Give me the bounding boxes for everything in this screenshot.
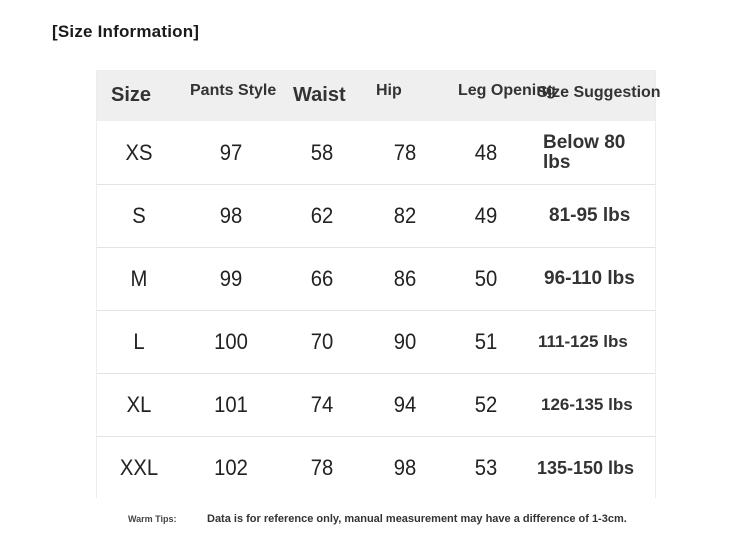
cell-pants-style: 102 xyxy=(214,455,248,480)
header-leg-opening: Leg Opening xyxy=(458,82,556,99)
cell-size: S xyxy=(132,203,146,228)
cell-size-suggestion: 135-150 lbs xyxy=(537,458,635,478)
header-size: Size xyxy=(111,84,152,106)
cell-size-suggestion: 81-95 lbs xyxy=(549,205,631,226)
cell-leg-opening: 50 xyxy=(474,266,498,291)
cell-pants-style: 101 xyxy=(214,392,248,417)
table-header xyxy=(97,70,661,121)
header-pants-style: Pants Style xyxy=(190,82,277,99)
header-waist: Waist xyxy=(293,84,346,106)
cell-pants-style: 99 xyxy=(219,266,243,291)
cell-hip: 94 xyxy=(393,392,417,417)
cell-waist: 74 xyxy=(310,392,334,417)
table-row xyxy=(97,248,655,311)
cell-waist: 78 xyxy=(310,455,334,480)
warm-tips-label: Warm Tips: xyxy=(128,514,177,524)
cell-hip: 78 xyxy=(393,140,417,165)
cell-leg-opening: 48 xyxy=(474,140,498,165)
table-row xyxy=(97,311,655,374)
cell-pants-style: 97 xyxy=(219,140,243,165)
cell-size: M xyxy=(130,266,148,291)
cell-size-suggestion: 111-125 lbs xyxy=(538,332,628,351)
cell-pants-style: 100 xyxy=(214,329,248,354)
table-row xyxy=(97,122,655,185)
cell-hip: 82 xyxy=(393,203,417,228)
cell-size: XXL xyxy=(119,455,159,480)
header-hip: Hip xyxy=(376,82,402,99)
cell-hip: 90 xyxy=(393,329,417,354)
cell-leg-opening: 52 xyxy=(474,392,498,417)
cell-leg-opening: 53 xyxy=(474,455,498,480)
cell-hip: 98 xyxy=(393,455,417,480)
header-size-suggestion: Size Suggestion xyxy=(537,84,661,101)
cell-pants-style: 98 xyxy=(219,203,243,228)
cell-size-suggestion: Below 80 lbs xyxy=(543,132,626,173)
cell-waist: 62 xyxy=(310,203,334,228)
cell-leg-opening: 49 xyxy=(474,203,498,228)
table-row xyxy=(97,374,655,437)
cell-waist: 58 xyxy=(310,140,334,165)
cell-size: XL xyxy=(126,392,152,417)
cell-hip: 86 xyxy=(393,266,417,291)
warm-tips-text: Data is for reference only, manual measurement may have a difference of 1-3cm. xyxy=(207,513,627,525)
cell-waist: 66 xyxy=(310,266,334,291)
page-title: [Size Information] xyxy=(52,22,200,41)
table-row xyxy=(97,185,655,248)
cell-size-suggestion: 126-135 lbs xyxy=(541,395,633,414)
cell-size-suggestion: 96-110 lbs xyxy=(544,268,635,289)
table-row xyxy=(97,437,655,499)
cell-size: XS xyxy=(125,140,153,165)
cell-size: L xyxy=(133,329,145,354)
size-table xyxy=(96,70,661,498)
cell-leg-opening: 51 xyxy=(474,329,498,354)
cell-waist: 70 xyxy=(310,329,334,354)
